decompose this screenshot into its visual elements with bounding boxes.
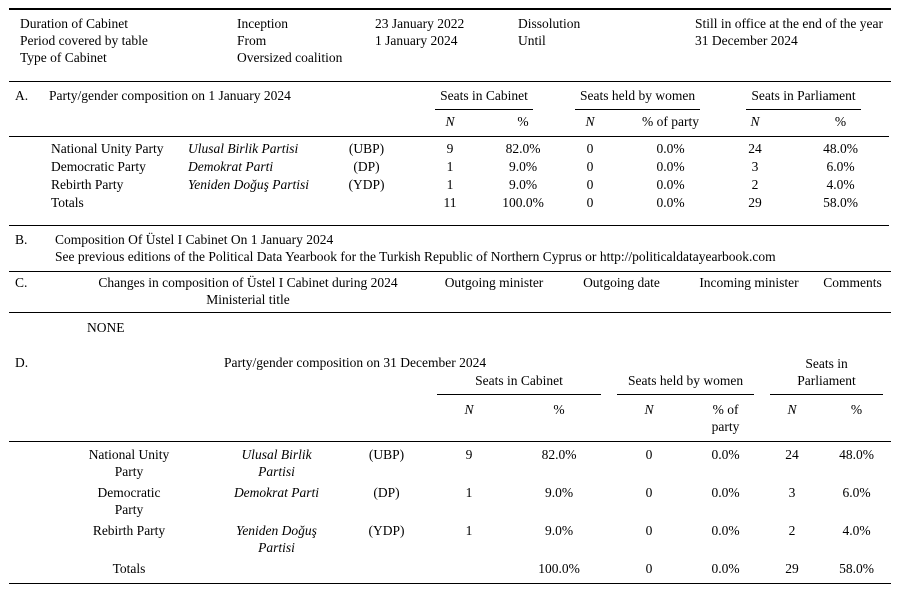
cabinet-n: 9 [446,141,454,156]
women-n: 0 [586,177,594,192]
party-native-name: Ulusal Birlik Partisi [241,447,312,479]
party-native-name: Demokrat Parti [233,485,320,500]
meta-key: Inception [237,16,288,31]
parliament-n: 2 [751,177,759,192]
cabinet-n: 1 [446,159,454,174]
section-c-header-row [9,272,891,313]
party-name: Rebirth Party [51,177,124,192]
meta-value: Still in office at the end of the year [695,16,883,31]
col-header-incoming-minister: Incoming minister [699,275,799,290]
women-pct: 0.0% [711,561,740,576]
parliament-n: 29 [748,195,762,210]
meta-label: Period covered by table [20,33,148,48]
meta-value: 1 January 2024 [375,33,458,48]
party-row [9,520,891,558]
col-header-n: N [644,402,654,417]
parliament-n: 3 [751,159,759,174]
parliament-pct: 6.0% [842,485,871,500]
women-n: 0 [645,561,653,576]
party-abbr: (UBP) [348,141,385,156]
col-header-n: N [750,114,760,129]
section-a-subheader-row [9,110,889,137]
section-d-table [9,346,891,584]
col-header-pct: % [517,114,529,129]
cabinet-pct: 100.0% [502,195,544,210]
parliament-pct: 4.0% [826,177,855,192]
meta-label: Duration of Cabinet [20,16,128,31]
party-row [9,176,889,194]
group-header-seats-parliament: Seats in Parliament [718,82,889,110]
cabinet-n: 1 [465,523,473,538]
col-header-pct: % [850,402,863,417]
col-header-n: N [464,402,474,417]
col-header-outgoing-date: Outgoing date [583,275,660,290]
totals-row [9,194,889,226]
meta-key: Dissolution [518,16,581,31]
group-header-seats-parliament: Seats in Parliament [762,346,891,395]
party-abbr: (DP) [373,485,400,500]
women-n: 0 [586,141,594,156]
women-pct: 0.0% [656,177,685,192]
cabinet-pct: 9.0% [544,485,574,500]
totals-label: Totals [112,561,146,576]
cabinet-n: 9 [465,447,473,462]
section-c-title: Changes in composition of Üstel I Cabinet during 2024 [98,275,398,290]
section-c-letter: C. [15,275,28,290]
section-d-letter: D. [15,355,29,370]
parliament-n: 3 [788,485,796,500]
women-pct: 0.0% [711,485,740,500]
cabinet-pct: 9.0% [508,177,538,192]
parliament-pct: 48.0% [823,141,858,156]
totals-row [9,558,891,584]
section-a-header-row [9,82,889,110]
section-c-none-value: NONE [87,320,125,335]
section-a-letter: A. [15,88,29,103]
section-b-letter: B. [15,232,28,247]
section-d-header-row [9,346,891,395]
party-name: Democratic Party [97,485,161,517]
totals-label: Totals [51,195,84,210]
meta-value: 23 January 2022 [375,16,465,31]
col-header-pct-of-party: % of party [642,114,700,129]
party-abbr: (UBP) [368,447,405,462]
meta-label: Type of Cabinet [20,50,107,65]
col-header-outgoing-minister: Outgoing minister [444,275,544,290]
parliament-n: 24 [785,447,799,462]
section-c-title-block [49,272,429,313]
cabinet-n [429,558,509,584]
section-a-table [9,82,889,226]
group-header-seats-women: Seats held by women [557,82,718,110]
parliament-pct: 6.0% [826,159,855,174]
parliament-pct: 48.0% [839,447,874,462]
party-native-name: Yeniden Doğuş Partisi [188,177,310,192]
women-pct: 0.0% [656,195,685,210]
section-d-title: Party/gender composition on 31 December 2024 [224,355,487,370]
section-b [9,226,891,272]
women-n: 0 [645,523,653,538]
party-native-name: Ulusal Birlik Partisi [188,141,299,156]
cabinet-pct: 9.0% [508,159,538,174]
meta-key: From [237,33,267,48]
section-d-subheader-row [9,395,891,442]
women-n: 0 [645,447,653,462]
party-abbr: (DP) [353,159,380,174]
col-header-pct: % [834,114,847,129]
parliament-pct: 58.0% [823,195,858,210]
party-row [9,442,891,483]
section-b-note: See previous editions of the Political Data Yearbook for the Turkish Republic of Northern Cyprus or http://politicaldatayearbook.com [55,249,776,264]
party-name: Rebirth Party [92,523,166,538]
col-header-comments: Comments [823,275,882,290]
col-header-pct-of-party: % of party [711,402,740,434]
section-b-body [55,231,776,265]
parliament-n: 24 [748,141,762,156]
cabinet-n: 11 [443,195,457,210]
party-row [9,158,889,176]
col-header-n: N [445,114,455,129]
party-native-name: Demokrat Parti [188,159,274,174]
party-name: National Unity Party [51,141,164,156]
parliament-pct: 4.0% [842,523,871,538]
party-row [9,482,891,520]
cabinet-meta [9,8,891,82]
cabinet-pct: 82.0% [505,141,541,156]
section-a-title: Party/gender composition on 1 January 2024 [49,88,291,103]
group-header-seats-cabinet: Seats in Cabinet [429,346,609,395]
women-pct: 0.0% [711,523,740,538]
col-header-ministerial-title: Ministerial title [206,292,290,307]
meta-key: Oversized coalition [237,50,343,65]
col-header-pct: % [553,402,565,417]
parliament-n: 2 [788,523,796,538]
meta-key: Until [518,33,546,48]
cabinet-pct: 82.0% [541,447,577,462]
yearbook-url[interactable]: http://politicaldatayearbook.com [599,249,776,264]
parliament-pct: 58.0% [839,561,874,576]
col-header-n: N [585,114,595,129]
group-header-seats-cabinet: Seats in Cabinet [411,82,557,110]
party-name: National Unity Party [88,447,170,479]
women-n: 0 [645,485,653,500]
parliament-n: 29 [785,561,799,576]
party-abbr: (YDP) [368,523,405,538]
party-row [9,137,889,159]
cabinet-n: 1 [446,177,454,192]
col-header-n: N [787,402,797,417]
women-n: 0 [586,195,594,210]
meta-value: 31 December 2024 [695,33,798,48]
section-b-title: Composition Of Üstel I Cabinet On 1 January 2024 [55,232,334,247]
cabinet-pct: 9.0% [544,523,574,538]
party-abbr: (YDP) [348,177,385,192]
women-pct: 0.0% [656,141,685,156]
cabinet-n: 1 [465,485,473,500]
women-pct: 0.0% [656,159,685,174]
party-native-name: Yeniden Doğuş Partisi [236,523,317,555]
party-name: Democratic Party [51,159,146,174]
women-n: 0 [586,159,594,174]
women-pct: 0.0% [711,447,740,462]
section-c-table [9,272,891,313]
group-header-seats-women: Seats held by women [609,346,762,395]
cabinet-pct: 100.0% [538,561,580,576]
